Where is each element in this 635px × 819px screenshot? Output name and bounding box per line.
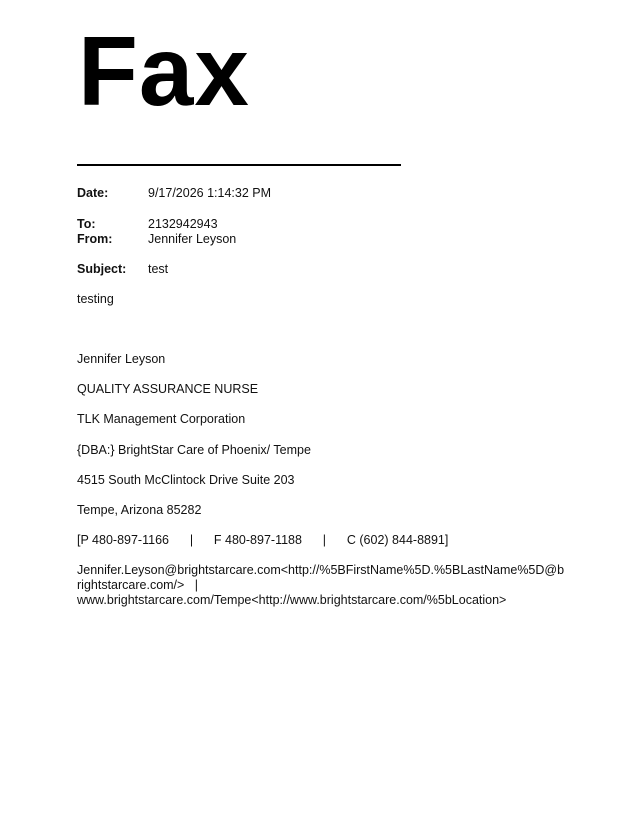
signature-position: QUALITY ASSURANCE NURSE [77,382,259,396]
fax-number: F 480-897-1188 [213,533,302,547]
date-value: 9/17/2026 1:14:32 PM [148,186,272,200]
phone-number: [P 480-897-1166 [77,533,169,547]
website-link[interactable]: www.brightstarcare.com/Tempe<http://www.brightstarcare.com/%5bLocation> [77,593,507,607]
subject-label: Subject: [77,262,127,276]
signature-name: Jennifer Leyson [77,352,166,366]
signature-city: Tempe, Arizona 85282 [77,503,202,517]
email-link-line-1[interactable]: Jennifer.Leyson@brightstarcare.com<http://%5BFirstName%5D.%5BLastName%5D@b [77,563,565,577]
from-label: From: [77,232,113,246]
contact-separator: | [189,533,194,547]
signature-contacts [77,533,448,548]
signature-street: 4515 South McClintock Drive Suite 203 [77,473,295,487]
to-label: To: [77,217,96,231]
subject-value: test [148,262,169,276]
signature-company: TLK Management Corporation [77,412,246,426]
signature-dba: {DBA:} BrightStar Care of Phoenix/ Tempe [77,443,311,457]
title-divider [77,164,401,166]
message-body: testing [77,292,114,306]
email-link-line-2[interactable]: rightstarcare.com/> | [77,578,198,592]
contact-separator: | [322,533,327,547]
to-value: 2132942943 [148,217,218,231]
date-label: Date: [77,186,109,200]
fax-title: Fax [78,16,250,126]
cell-number: C (602) 844-8891] [346,533,449,547]
signature-links [77,563,565,608]
from-value: Jennifer Leyson [148,232,237,246]
